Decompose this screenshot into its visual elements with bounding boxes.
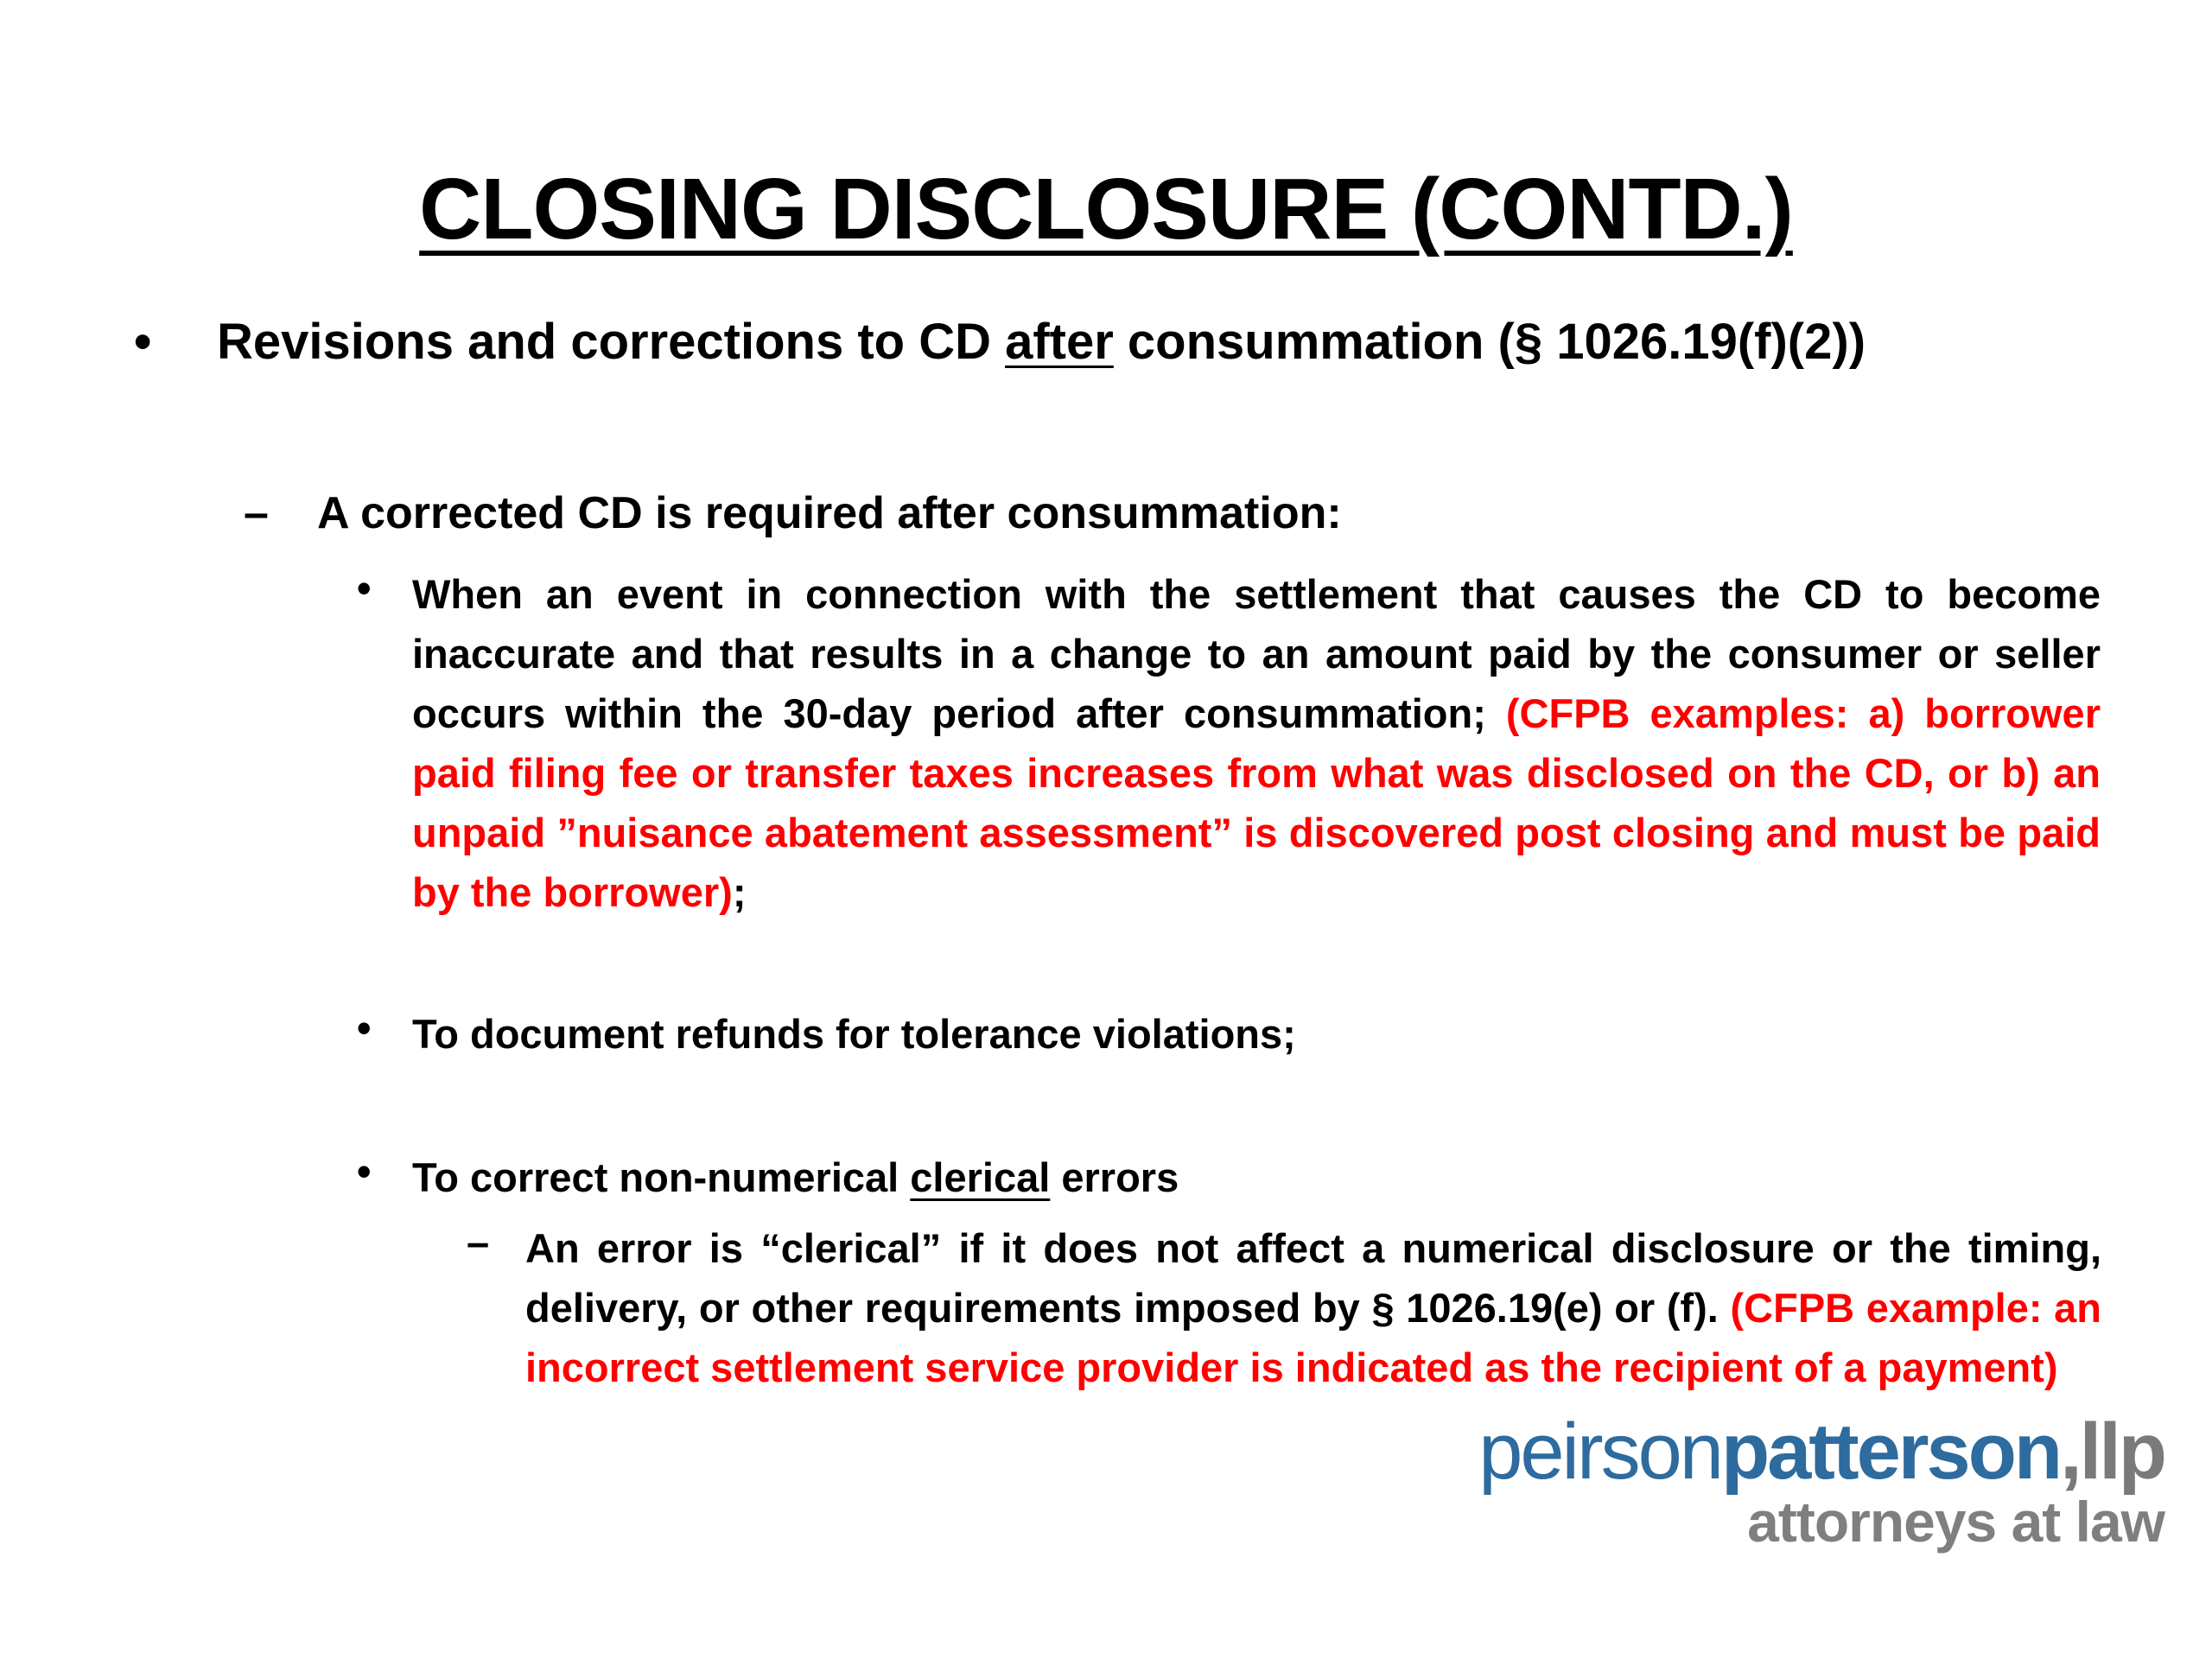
underlined-clerical: clerical <box>910 1154 1051 1200</box>
clerical-detail-text: An error is “clerical” if it does not affect a numerical disclosure or the timing, delivery, or other requirements imposed by § 1026.19(e) or (f). (CFPB example: an incorrect settlement service provider is indicated as the recipient of a payment) <box>525 1225 2102 1390</box>
sub-heading-text: A corrected CD is required after consummation: <box>317 488 1342 538</box>
slide-title: CLOSING DISCLOSURE (CONTD.) <box>419 161 1793 257</box>
bullet-marker: • <box>357 565 372 611</box>
refunds-text: To document refunds for tolerance violations; <box>412 1011 1296 1057</box>
logo-name: peirsonpatterson,llp <box>1478 1408 2164 1496</box>
cfpb-examples: (CFPB examples: a) borrower paid filing fee or transfer taxes increases from what was disclosed on the CD, or b) an unpaid ”nuisance abatement assessment” is discovered post closing and must be paid by the borrower) <box>412 690 2101 915</box>
dash-marker: – <box>467 1219 490 1265</box>
bullet-marker: • <box>357 1148 372 1194</box>
bullet-marker: • <box>134 314 152 370</box>
logo-tagline: attorneys at law <box>1747 1490 2164 1554</box>
bullet-marker: • <box>357 1005 372 1051</box>
main-bullet-text: Revisions and corrections to CD after consummation (§ 1026.19(f)(2)) <box>217 314 1866 370</box>
event-text: When an event in connection with the settlement that causes the CD to become inaccurate and that results in a change to an amount paid by the consumer or seller occurs within the 30-day period after consummation; (CFPB examples: a) borrower paid filing fee or transfer taxes increases from what was disclosed on the CD, or b) an unpaid ”nuisance abatement assessment” is discovered post closing and must be paid by the borrower); <box>412 571 2101 915</box>
clerical-text: To correct non-numerical clerical errors <box>412 1154 1179 1200</box>
underlined-after: after <box>1005 314 1114 370</box>
dash-marker: – <box>244 488 269 538</box>
firm-logo <box>1387 1408 2164 1552</box>
cfpb-example: (CFPB example: an incorrect settlement service provider is indicated as the recipient of a payment) <box>525 1285 2102 1390</box>
